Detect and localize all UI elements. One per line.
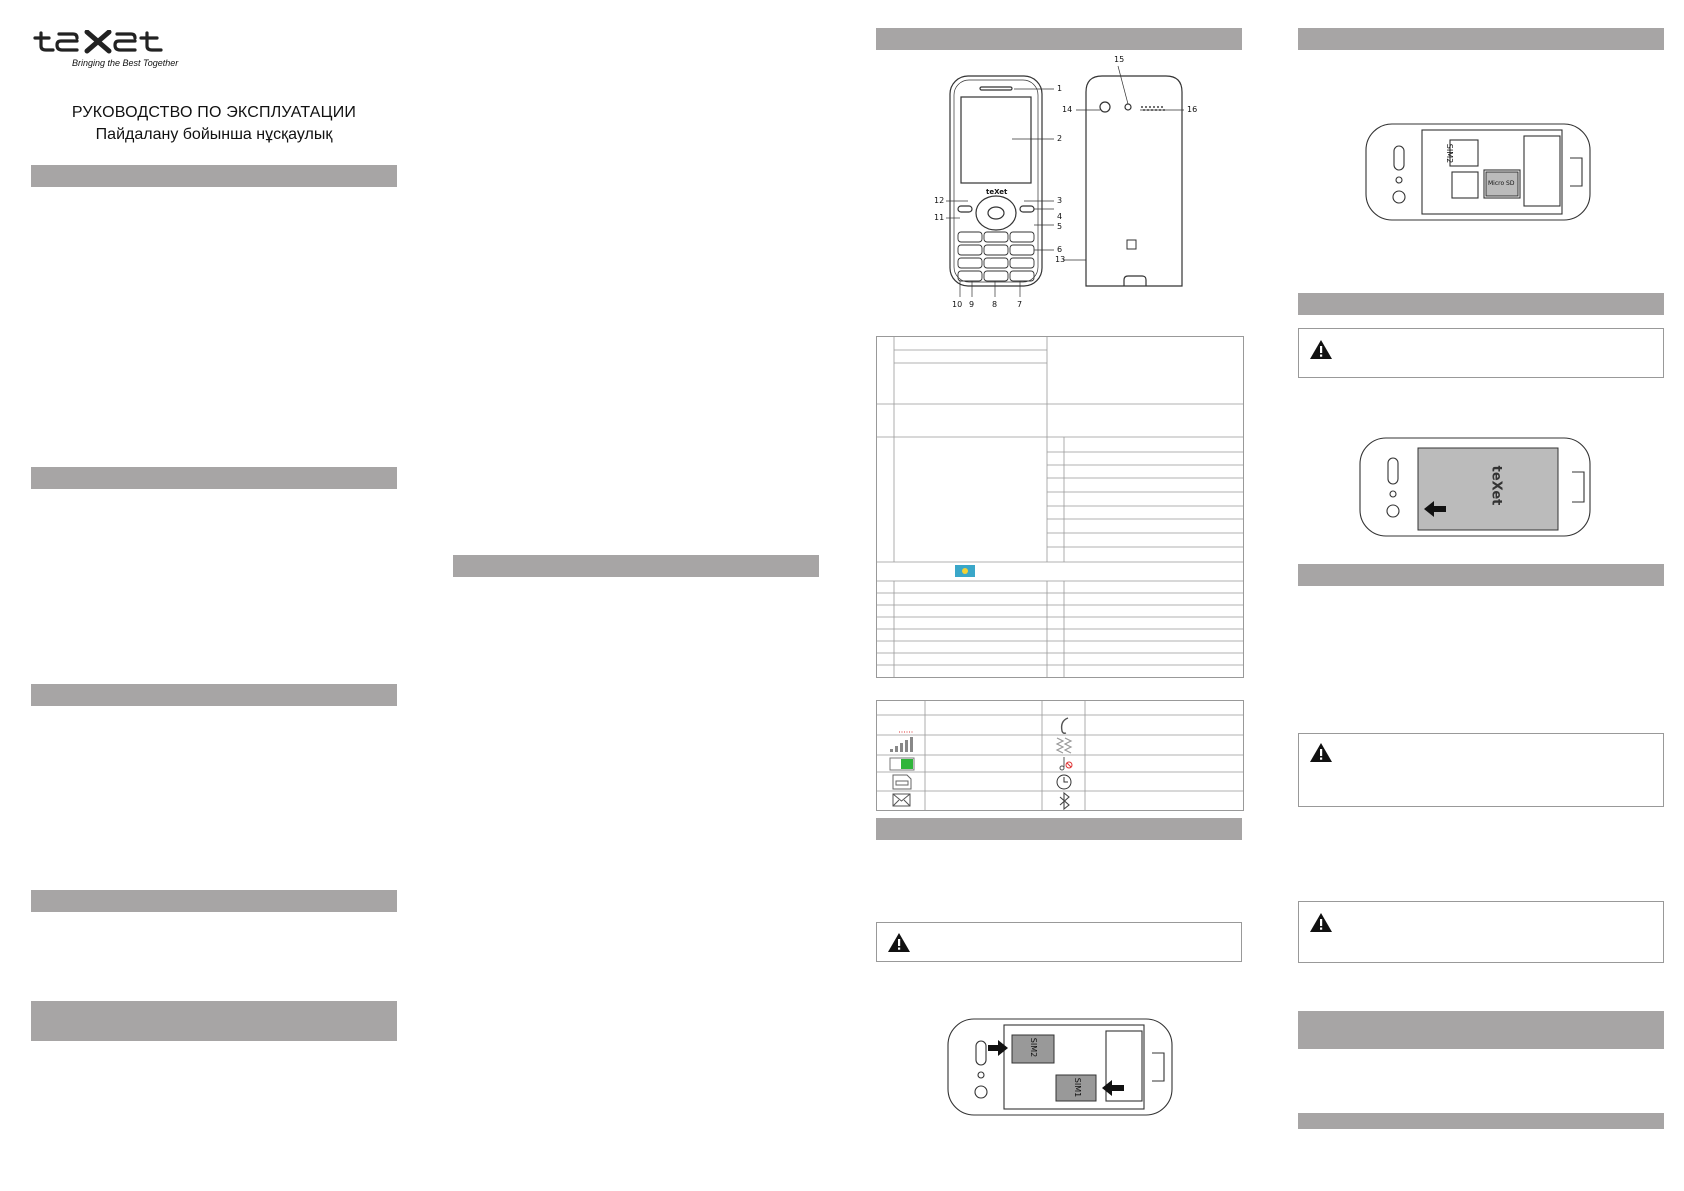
section-bar <box>31 467 397 489</box>
callout-6: 6 <box>1057 245 1063 254</box>
section-bar <box>876 28 1242 50</box>
callout-2: 2 <box>1057 134 1063 143</box>
callout-5: 5 <box>1057 222 1063 231</box>
brand-logo <box>33 30 178 59</box>
silent-icon <box>1060 757 1072 770</box>
warning-icon <box>887 932 911 953</box>
sim-card-icon <box>893 775 911 789</box>
callout-8: 8 <box>992 300 998 309</box>
specs-table <box>876 336 1244 678</box>
message-icon <box>893 794 910 806</box>
status-icons-grid <box>877 701 1243 810</box>
callout-7: 7 <box>1017 300 1023 309</box>
callout-4: 4 <box>1057 212 1063 221</box>
section-bar <box>31 684 397 706</box>
brand-tagline: Bringing the Best Together <box>72 58 179 68</box>
sim-slots-figure <box>1364 122 1592 222</box>
callout-9: 9 <box>969 300 975 309</box>
callout-13: 13 <box>1055 255 1066 264</box>
battery-insertion-drawing <box>1358 436 1594 538</box>
vibrate-icon <box>1057 738 1071 753</box>
battery-icon <box>890 758 914 770</box>
alarm-clock-icon <box>1057 775 1071 789</box>
sim1-label: SIM1 <box>1073 1077 1083 1098</box>
phone-diagram <box>876 52 1242 322</box>
sim2-slot-label: SIM2 <box>1445 143 1455 164</box>
call-icon <box>1062 718 1068 733</box>
section-bar <box>1298 28 1664 50</box>
warning-box <box>876 922 1242 962</box>
section-bar <box>876 818 1242 840</box>
callout-14: 14 <box>1062 105 1073 114</box>
warning-icon <box>1309 339 1333 360</box>
sd-slot-label: Micro SD <box>1488 180 1515 187</box>
warning-box <box>1298 733 1664 807</box>
callout-11: 11 <box>934 213 945 222</box>
battery-insertion-figure <box>1358 436 1594 538</box>
bluetooth-icon <box>1060 793 1069 809</box>
warning-box <box>1298 901 1664 963</box>
warning-icon <box>1309 742 1333 763</box>
section-bar <box>31 890 397 912</box>
callout-3: 3 <box>1057 196 1063 205</box>
manual-title-kazakh: Пайдалану бойынша нұсқаулық <box>95 126 333 143</box>
status-icons-table <box>876 700 1244 811</box>
section-bar <box>31 165 397 187</box>
front-logo: teXet <box>986 188 1008 196</box>
section-bar <box>453 555 819 577</box>
callout-16: 16 <box>1187 105 1198 114</box>
sim-insertion-drawing <box>946 1017 1174 1117</box>
callout-10: 10 <box>952 300 963 309</box>
sim-insertion-figure <box>946 1017 1174 1117</box>
manual-title-russian: РУКОВОДСТВО ПО ЭКСПЛУАТАЦИИ <box>71 104 357 121</box>
sim-slots-drawing <box>1364 122 1592 222</box>
sim2-label: SIM2 <box>1029 1037 1039 1058</box>
callout-15: 15 <box>1114 55 1125 64</box>
section-bar <box>1298 1011 1664 1049</box>
section-bar <box>1298 564 1664 586</box>
section-bar <box>1298 293 1664 315</box>
callout-1: 1 <box>1057 84 1063 93</box>
battery-logo: teXet <box>1488 465 1504 506</box>
section-bar <box>31 1001 397 1041</box>
warning-box <box>1298 328 1664 378</box>
section-bar <box>1298 1113 1664 1129</box>
specs-table-grid <box>877 337 1243 677</box>
callout-12: 12 <box>934 196 945 205</box>
warning-icon <box>1309 912 1333 933</box>
